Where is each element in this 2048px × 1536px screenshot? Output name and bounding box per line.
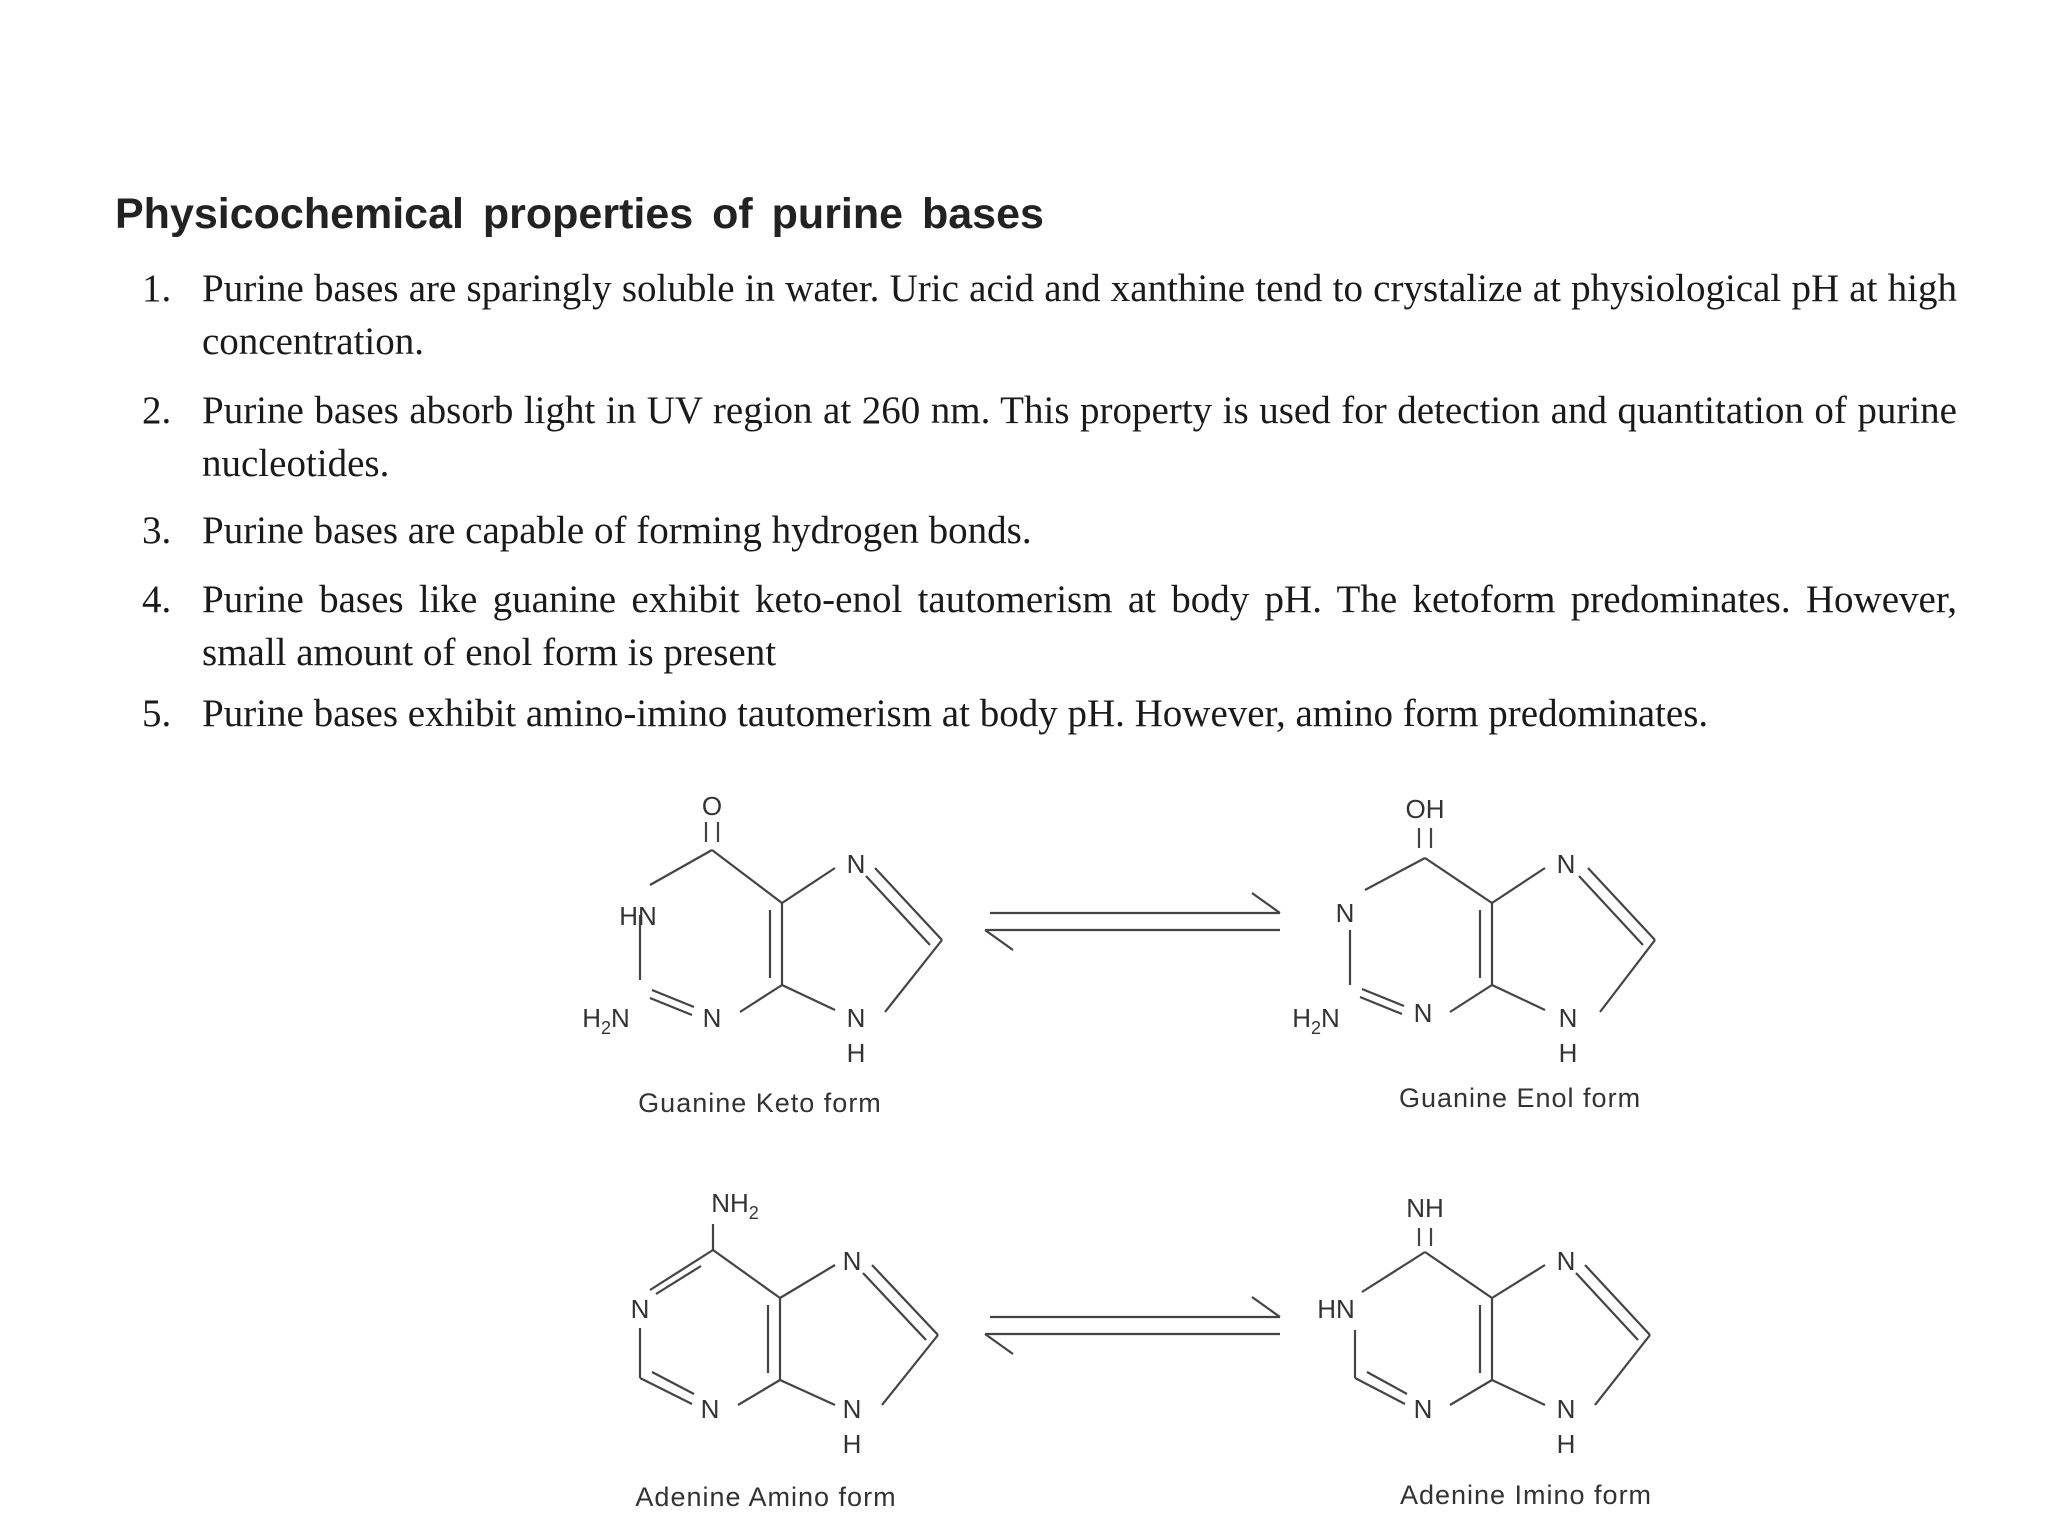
atom-label: N	[700, 1394, 720, 1424]
atom-label: H	[1556, 1429, 1576, 1459]
atom-label: H	[842, 1429, 862, 1459]
list-item-text: Purine bases like guanine exhibit keto-enol tautomerism at body pH. The ketoform predominates. However, small amount of enol form is present	[202, 578, 1957, 674]
atom-label: $NH_2$	[711, 1188, 759, 1223]
equilibrium-arrow	[985, 893, 1280, 950]
structure-caption: Adenine Amino form	[635, 1482, 897, 1512]
atom-label: $H_2N$	[1292, 1003, 1340, 1038]
atom-label: N	[846, 849, 866, 879]
atom-label: N	[842, 1246, 862, 1276]
guanine-enol-structure	[1350, 828, 1655, 1014]
atom-label: OH	[1405, 794, 1445, 824]
equilibrium-arrow	[985, 1297, 1280, 1354]
list-item-text: Purine bases absorb light in UV region at 260 nm. This property is used for detection and quantitation of purine nucleotides.	[202, 389, 1957, 485]
atom-label: N	[842, 1394, 862, 1424]
atom-label: HN	[619, 901, 657, 931]
list-item-number: 1.	[142, 267, 172, 310]
atom-label: N	[1413, 998, 1433, 1028]
structure-caption: Guanine Keto form	[638, 1088, 882, 1118]
structure-caption: Guanine Enol form	[1398, 1083, 1642, 1113]
atom-label: H	[1558, 1038, 1578, 1068]
atom-label: $H_2N$	[582, 1003, 630, 1038]
atom-label: N	[1556, 1394, 1576, 1424]
atom-label: N	[1556, 1246, 1576, 1276]
atom-label: HN	[1317, 1294, 1355, 1324]
atom-label: N	[1413, 1394, 1433, 1424]
list-item-number: 3.	[142, 509, 172, 552]
list-item-text: Purine bases exhibit amino-imino tautomerism at body pH. However, amino form predominates.	[202, 692, 1709, 735]
section-heading: Physicochemical properties of purine bases	[115, 190, 1044, 238]
atom-label: N	[630, 1294, 650, 1324]
list-item-text: Purine bases are sparingly soluble in water. Uric acid and xanthine tend to crystalize at physiological pH at high concentration.	[202, 267, 1957, 363]
atom-label: N	[1558, 1003, 1578, 1033]
list-item-number: 4.	[142, 578, 172, 621]
atom-label: N	[1556, 849, 1576, 879]
atom-label: N	[702, 1003, 722, 1033]
adenine-imino-structure	[1355, 1228, 1650, 1405]
atom-label: O	[701, 791, 723, 821]
adenine-amino-structure	[640, 1224, 938, 1405]
atom-label: H	[846, 1038, 866, 1068]
atom-label: N	[1335, 898, 1355, 928]
structure-caption: Adenine Imino form	[1399, 1480, 1653, 1510]
list-item-number: 2.	[142, 389, 172, 432]
guanine-keto-structure	[640, 822, 942, 1015]
list-item-number: 5.	[142, 692, 172, 735]
list-item-text: Purine bases are capable of forming hydrogen bonds.	[202, 509, 1032, 552]
atom-label: N	[846, 1003, 866, 1033]
atom-label: NH	[1406, 1193, 1444, 1223]
